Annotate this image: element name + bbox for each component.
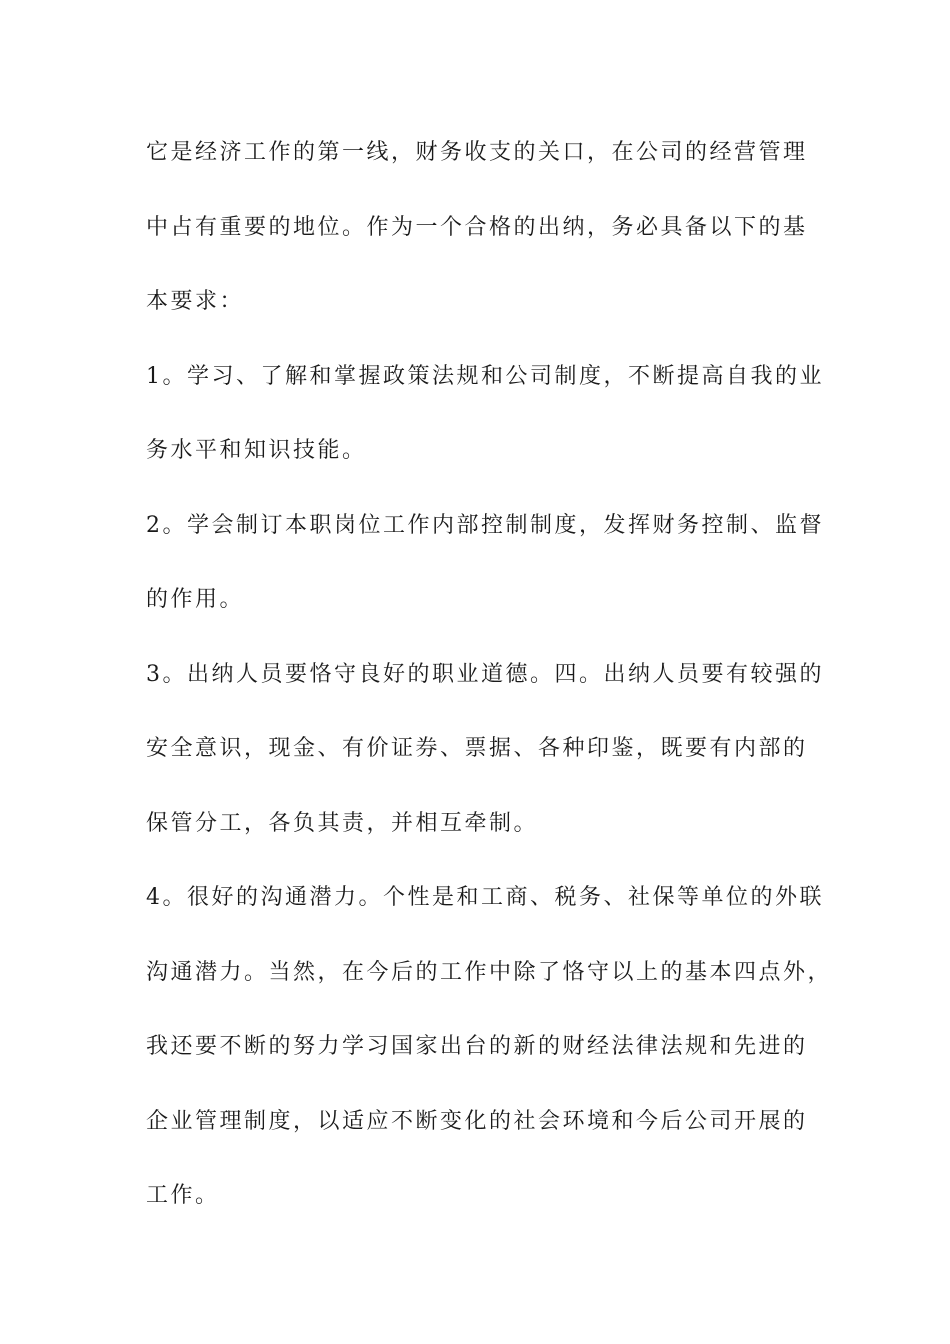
text-line: 3。出纳人员要恪守良好的职业道德。四。出纳人员要有较强的 (146, 661, 824, 687)
text-line: 沟通潜力。当然，在今后的工作中除了恪守以上的基本四点外， (146, 959, 833, 985)
text-line: 1。学习、了解和掌握政策法规和公司制度，不断提高自我的业 (146, 363, 824, 389)
document-body (146, 130, 833, 1248)
text-line: 工作。 (146, 1183, 220, 1208)
text-line: 保管分工，各负其责，并相互牵制。 (146, 810, 539, 836)
text-line: 企业管理制度，以适应不断变化的社会环境和今后公司开展的 (146, 1108, 808, 1134)
text-line: 4。很好的沟通潜力。个性是和工商、税务、社保等单位的外联 (146, 885, 824, 910)
text-line: 它是经济工作的第一线，财务收支的关口，在公司的经营管理 (146, 140, 808, 165)
text-line: 的作用。 (146, 587, 245, 612)
text-line: 安全意识，现金、有价证券、票据、各种印鉴，既要有内部的 (146, 736, 808, 761)
text-line: 我还要不断的努力学习国家出台的新的财经法律法规和先进的 (146, 1034, 808, 1059)
text-line: 务水平和知识技能。 (146, 438, 367, 463)
text-line: 中占有重要的地位。作为一个合格的出纳，务必具备以下的基 (146, 214, 808, 240)
text-line: 2。学会制订本职岗位工作内部控制制度，发挥财务控制、监督 (146, 512, 824, 538)
text-line: 本要求： (146, 289, 245, 314)
